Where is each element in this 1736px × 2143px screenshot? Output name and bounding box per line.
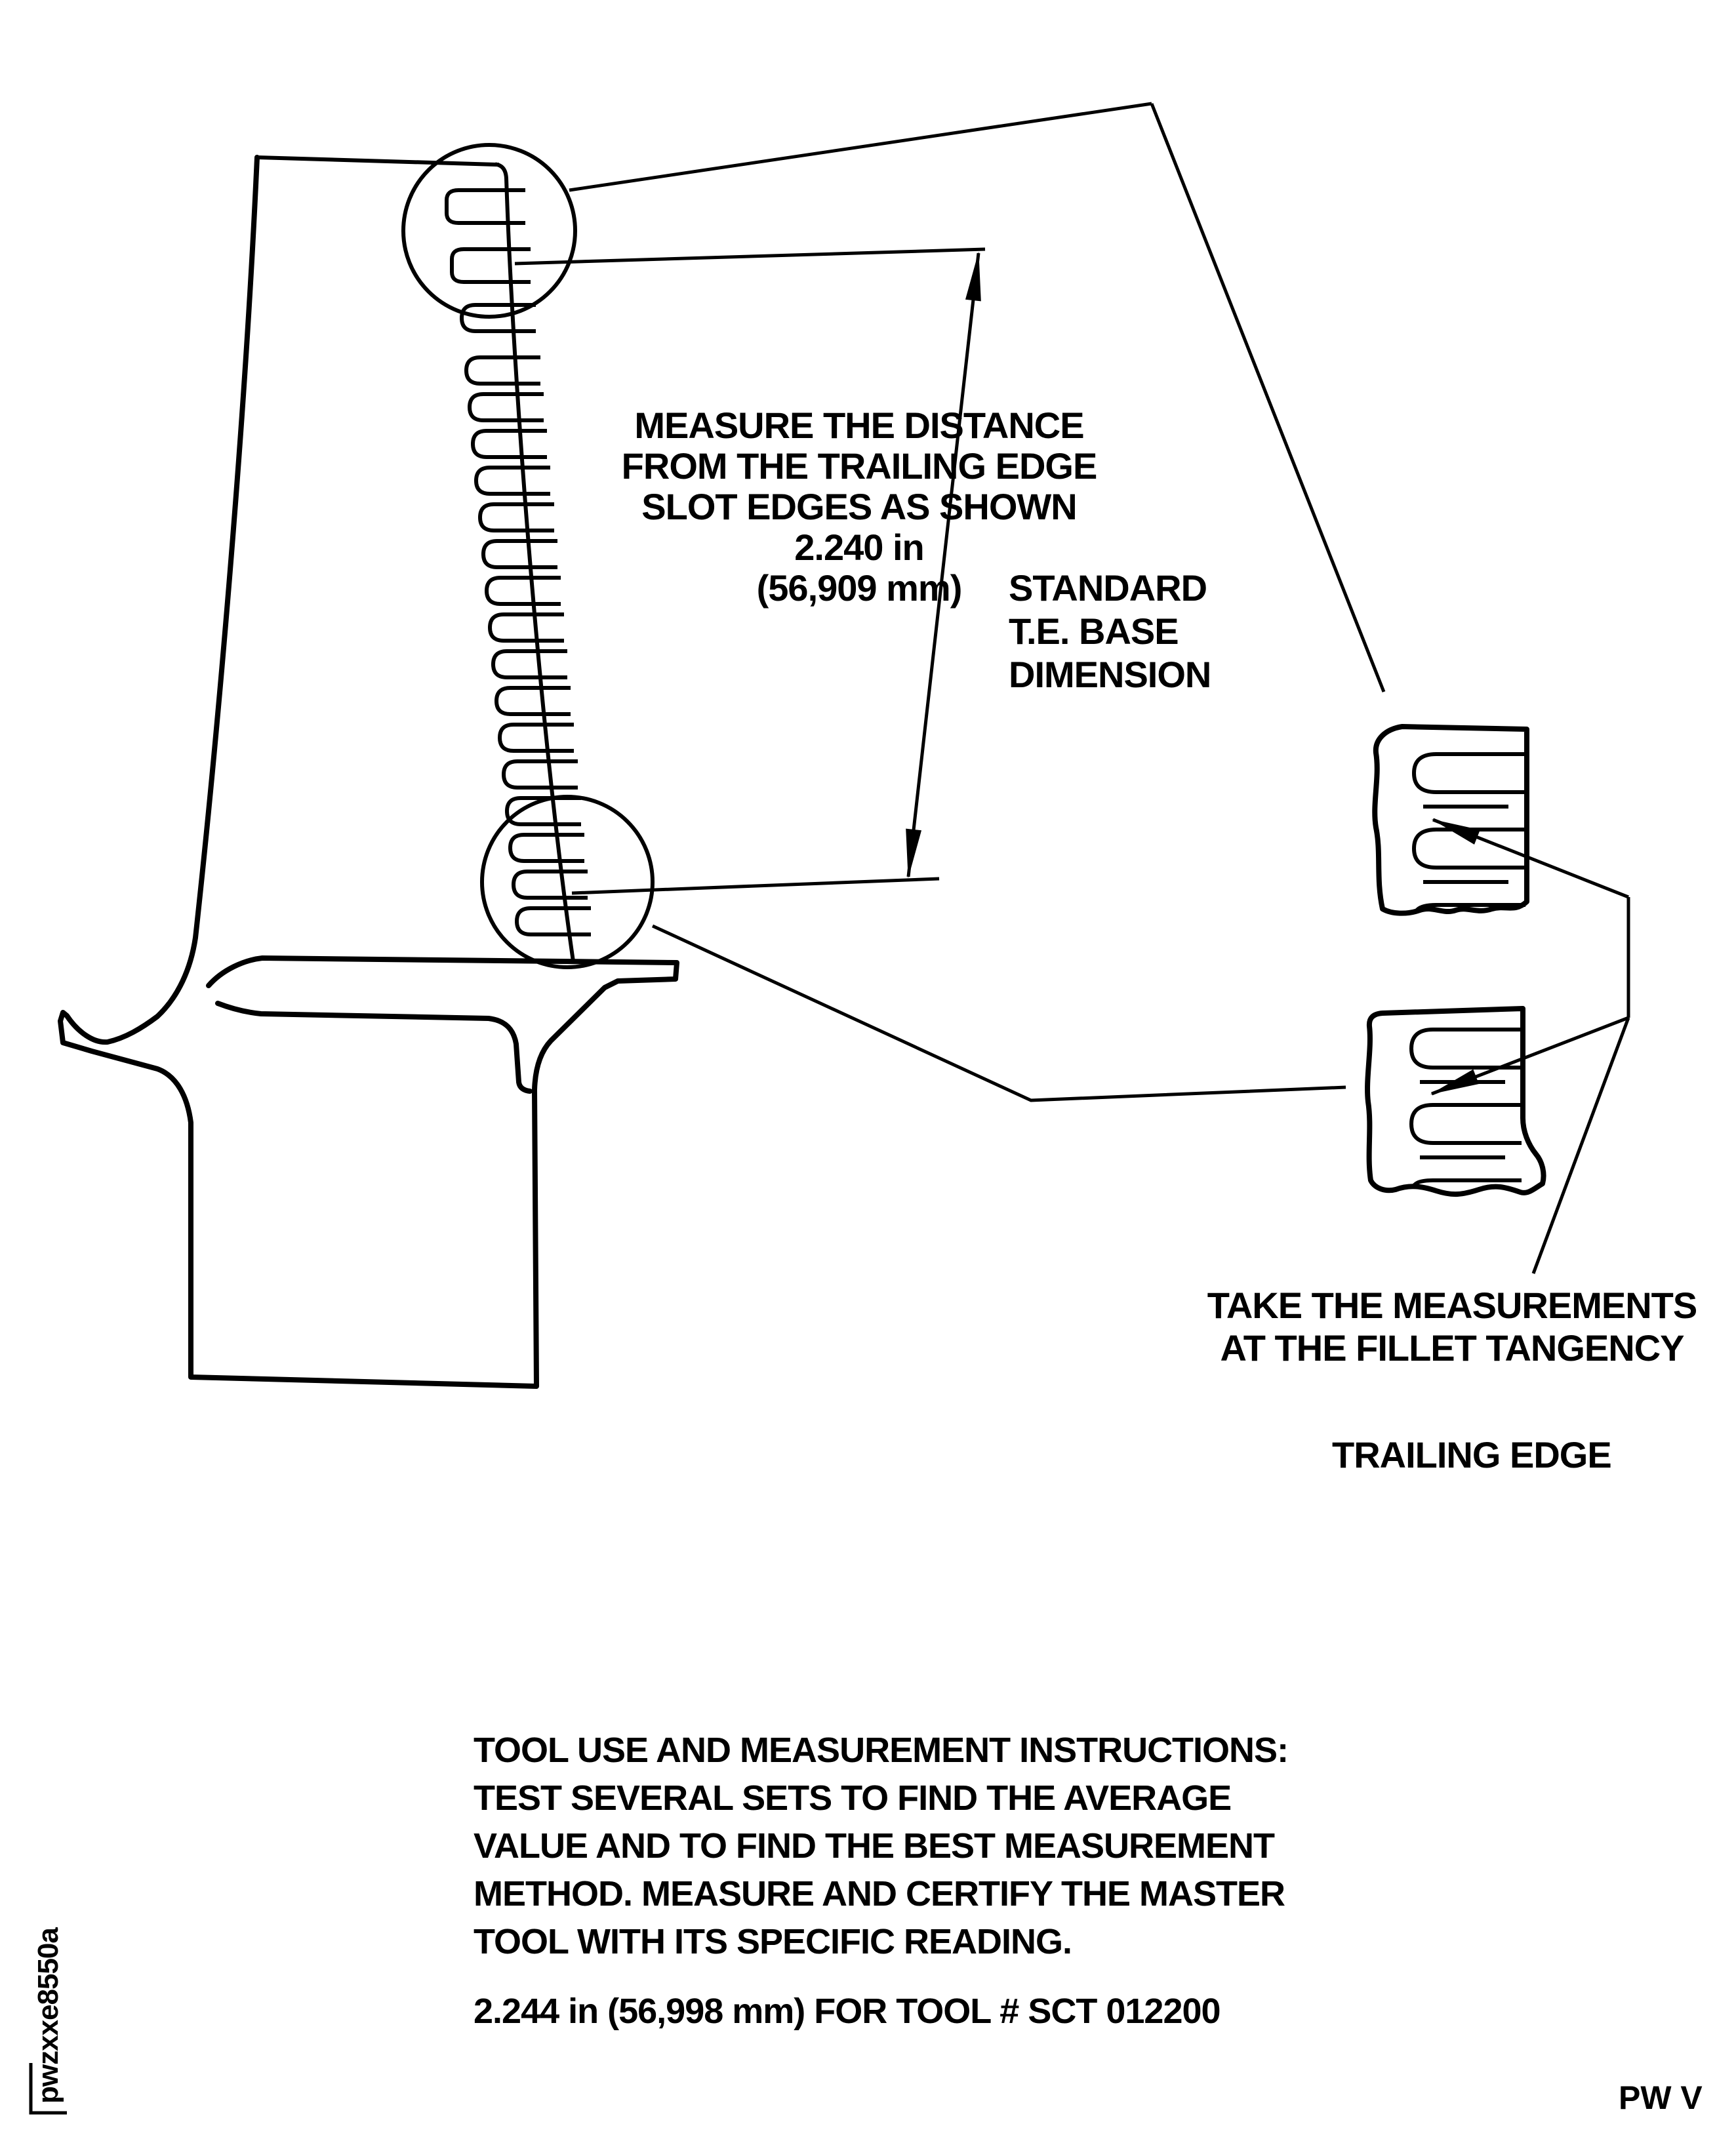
dimension-value-mm: (56,909 mm) (756, 567, 962, 609)
callout-standard-line-2: T.E. BASE (1009, 611, 1179, 652)
instructions-line-5: TOOL WITH ITS SPECIFIC READING. (474, 1922, 1072, 1961)
footer-code: PW V (1619, 2079, 1703, 2116)
platform-inner-line (218, 1003, 530, 1091)
blade-left-edge-platform-root (60, 157, 677, 1386)
dimension-value-in: 2.240 in (794, 527, 924, 568)
extension-line-upper (515, 249, 985, 264)
detail-lower-slot-2 (1411, 1105, 1522, 1143)
callout-fillet-line-2: AT THE FILLET TANGENCY (1220, 1327, 1684, 1369)
instructions-line-4: METHOD. MEASURE AND CERTIFY THE MASTER (474, 1874, 1285, 1913)
callout-standard-line-1: STANDARD (1009, 567, 1207, 609)
callout-fillet-tangency (1207, 1285, 1697, 1369)
fillet-leader-line (1533, 1018, 1628, 1273)
detail-arrow-upper (1433, 820, 1628, 897)
figure-id: pwzxxe8550a (32, 1928, 64, 2104)
instructions-line-3: VALUE AND TO FIND THE BEST MEASUREMENT (474, 1826, 1275, 1866)
projection-line-upper (569, 104, 1152, 190)
detail-view-lower (1367, 1009, 1543, 1194)
callout-measure-line-2: FROM THE TRAILING EDGE (621, 445, 1097, 487)
trailing-edge-slots (447, 190, 591, 934)
detail-view-upper (1375, 727, 1527, 913)
detail-upper-slot-1 (1414, 754, 1525, 792)
leader-line-lower (653, 926, 1346, 1100)
instructions-line-2: TEST SEVERAL SETS TO FIND THE AVERAGE (474, 1778, 1232, 1818)
figure-id-block (31, 1927, 67, 2113)
detail-lower-slot-1 (1411, 1030, 1522, 1068)
detail-lower-torn-outline (1367, 1009, 1543, 1194)
tool-reading-value: 2.244 in (56,998 mm) FOR TOOL # SCT 012200 (474, 1992, 1221, 2031)
blade-outline (60, 157, 677, 1386)
extension-line-lower (572, 879, 939, 893)
callout-fillet-line-1: TAKE THE MEASUREMENTS (1207, 1285, 1697, 1326)
callout-standard-te-base (1009, 567, 1211, 695)
callout-measure-line-1: MEASURE THE DISTANCE (634, 405, 1084, 446)
trailing-edge-label: TRAILING EDGE (1332, 1434, 1611, 1475)
detail-circle-top (403, 145, 575, 317)
callout-standard-line-3: DIMENSION (1009, 654, 1211, 695)
instructions-block (474, 1731, 1288, 2031)
blade-trailing-edge-line (497, 165, 573, 961)
callout-measure-line-3: SLOT EDGES AS SHOWN (641, 486, 1077, 527)
blade-top-edge (257, 157, 497, 165)
instructions-line-1: TOOL USE AND MEASUREMENT INSTRUCTIONS: (474, 1731, 1289, 1770)
